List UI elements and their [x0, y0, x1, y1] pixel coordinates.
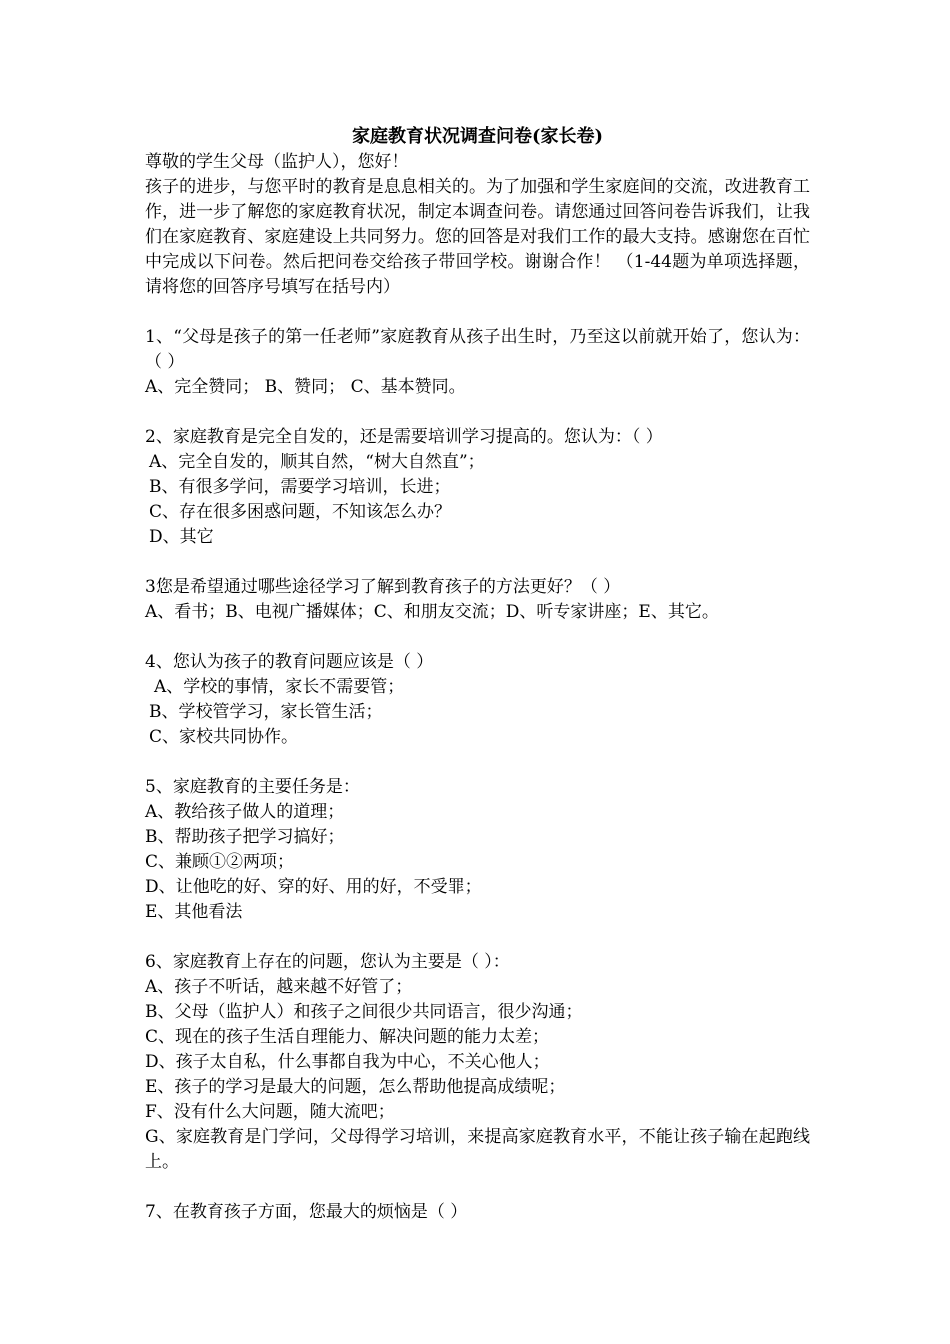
option-e: E、孩子的学习是最大的问题，怎么帮助他提高成绩呢；	[145, 1077, 566, 1097]
question-5	[145, 775, 810, 925]
question-1	[145, 325, 810, 400]
intro-paragraph: 孩子的进步，与您平时的教育是息息相关的。为了加强和学生家庭间的交流，改进教育工作，进一步了解您的家庭教育状况，制定本调查问卷。请您通过回答问卷告诉我们，让我们在家庭教育、家庭建设上共同努力。您的回答是对我们工作的最大支持。感谢您在百忙中完成以下问卷。然后把问卷交给孩子带回学校。谢谢合作！ （1-44题为单项选择题，请将您的回答序号填写在括号内）	[145, 177, 810, 297]
option-line: A、完全赞同； B、赞同； C、基本赞同。	[145, 377, 466, 397]
option-a: A、教给孩子做人的道理；	[145, 802, 345, 822]
question-text: 4、您认为孩子的教育问题应该是（ ）	[145, 652, 434, 672]
option-c: C、存在很多困惑问题，不知该怎么办？	[149, 502, 452, 522]
option-d: D、让他吃的好、穿的好、用的好，不受罪；	[145, 877, 482, 897]
option-c: C、家校共同协作。	[149, 727, 299, 747]
option-b: B、父母（监护人）和孩子之间很少共同语言，很少沟通；	[145, 1002, 583, 1022]
option-line: A、看书；B、电视广播媒体；C、和朋友交流；D、听专家讲座；E、其它。	[145, 602, 719, 622]
option-c: C、兼顾①②两项；	[145, 852, 295, 872]
option-b: B、学校管学习，家长管生活；	[149, 702, 383, 722]
question-text: 1、“父母是孩子的第一任老师”家庭教育从孩子出生时，乃至这以前就开始了，您认为：（ ）	[145, 327, 810, 372]
greeting: 尊敬的学生父母（监护人），您好！	[145, 152, 409, 172]
option-a: A、学校的事情，家长不需要管；	[154, 677, 405, 697]
question-text: 7、在教育孩子方面，您最大的烦恼是（ ）	[145, 1202, 468, 1222]
option-f: F、没有什么大问题，随大流吧；	[145, 1102, 395, 1122]
option-e: E、其他看法	[145, 902, 243, 922]
option-g: G、家庭教育是门学问，父母得学习培训，来提高家庭教育水平，不能让孩子输在起跑线上。	[145, 1127, 810, 1172]
document-page	[145, 124, 810, 1225]
question-text: 3您是希望通过哪些途径学习了解到教育孩子的方法更好？（ ）	[145, 577, 621, 597]
option-c: C、现在的孩子生活自理能力、解决问题的能力太差；	[145, 1027, 550, 1047]
question-text: 5、家庭教育的主要任务是：	[145, 777, 360, 797]
question-4	[145, 650, 810, 750]
option-d: D、其它	[149, 527, 214, 547]
document-title: 家庭教育状况调查问卷(家长卷)	[351, 126, 604, 147]
option-d: D、孩子太自私，什么事都自我为中心，不关心他人；	[145, 1052, 550, 1072]
option-b: B、有很多学问，需要学习培训，长进；	[149, 477, 451, 497]
option-a: A、孩子不听话，越来越不好管了；	[145, 977, 413, 997]
question-3	[145, 575, 810, 625]
question-text: 6、家庭教育上存在的问题，您认为主要是（ ）：	[145, 952, 510, 972]
question-2	[145, 425, 810, 550]
option-b: B、帮助孩子把学习搞好；	[145, 827, 345, 847]
question-6	[145, 950, 810, 1175]
question-7	[145, 1200, 810, 1225]
option-a: A、完全自发的，顺其自然，“树大自然直”；	[149, 452, 485, 472]
question-text: 2、家庭教育是完全自发的，还是需要培训学习提高的。您认为：（ ）	[145, 427, 663, 447]
